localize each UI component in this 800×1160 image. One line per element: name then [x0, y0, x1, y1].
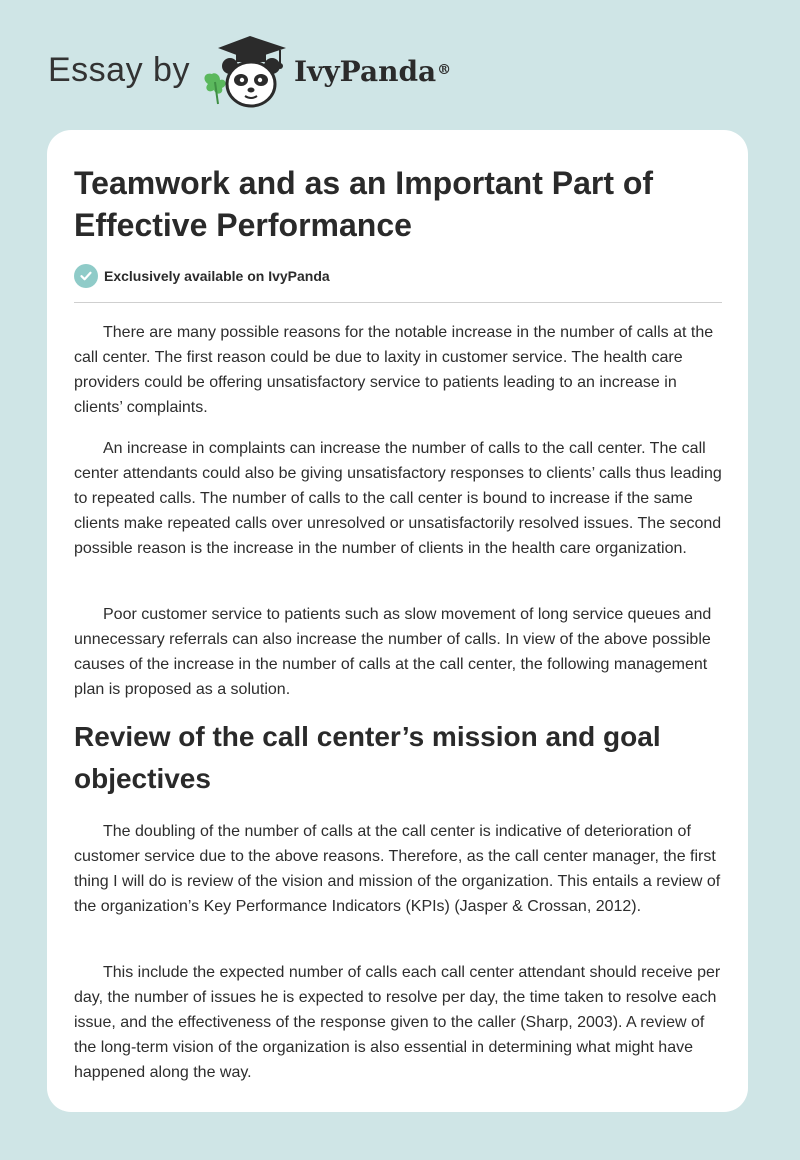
ivypanda-brand[interactable]	[294, 52, 451, 92]
essay-by-label: Essay by	[48, 51, 190, 89]
panda-logo-icon[interactable]	[198, 34, 294, 110]
paragraph: There are many possible reasons for the notable increase in the number of calls at the call center. The first reason could be due to laxity in customer service. The health care providers could be offering unsatisfactory service to patients leading to an increase in clients’ complaints.	[74, 324, 714, 416]
paragraph: An increase in complaints can increase the number of calls to the call center. The call center attendants could also be giving unsatisfactory responses to clients’ calls thus leading to repeated calls. The number of calls to the call center is bound to increase if the same clients make repeated calls over unresolved or unsatisfactorily resolved issues. The second possible reason is the increase in the number of clients in the health care organization.	[74, 440, 722, 557]
registered-mark: ®	[437, 62, 452, 78]
brand-name: IvyPanda	[294, 55, 437, 88]
essay-card	[47, 130, 748, 1112]
site-header	[0, 0, 800, 130]
essay-title: Teamwork and as an Important Part of Effective Performance	[74, 165, 654, 243]
paragraph: This include the expected number of calls each call center attendant should receive per day, the number of issues he is expected to resolve per day, the time taken to resolve each issue, and the effectiveness of the response given to the caller (Sharp, 2003). A review of the long-term vision of the organization is also essential in determining what might have happened along the way.	[74, 964, 721, 1081]
checkmark-icon	[74, 264, 98, 288]
paragraph: Poor customer service to patients such as slow movement of long service queues and unnecessary referrals can also increase the number of calls. In view of the above possible causes of the increase in the number of calls at the call center, the following management plan is proposed as a solution.	[74, 606, 712, 698]
ivy-leaf-icon	[205, 73, 226, 104]
panda-head-icon	[222, 58, 280, 106]
paragraph: The doubling of the number of calls at the call center is indicative of deterioration of customer service due to the above reasons. Therefore, as the call center manager, the first thing I will do is review of the vision and mission of the organization. This entails a review of the organization’s Key Performance Indicators (KPIs) (Jasper & Crossan, 2012).	[74, 823, 721, 915]
section-heading: Review of the call center’s mission and goal objectives	[74, 721, 661, 794]
badge-label: Exclusively available on IvyPanda	[104, 268, 330, 284]
divider	[74, 302, 722, 303]
exclusive-badge	[74, 263, 330, 289]
